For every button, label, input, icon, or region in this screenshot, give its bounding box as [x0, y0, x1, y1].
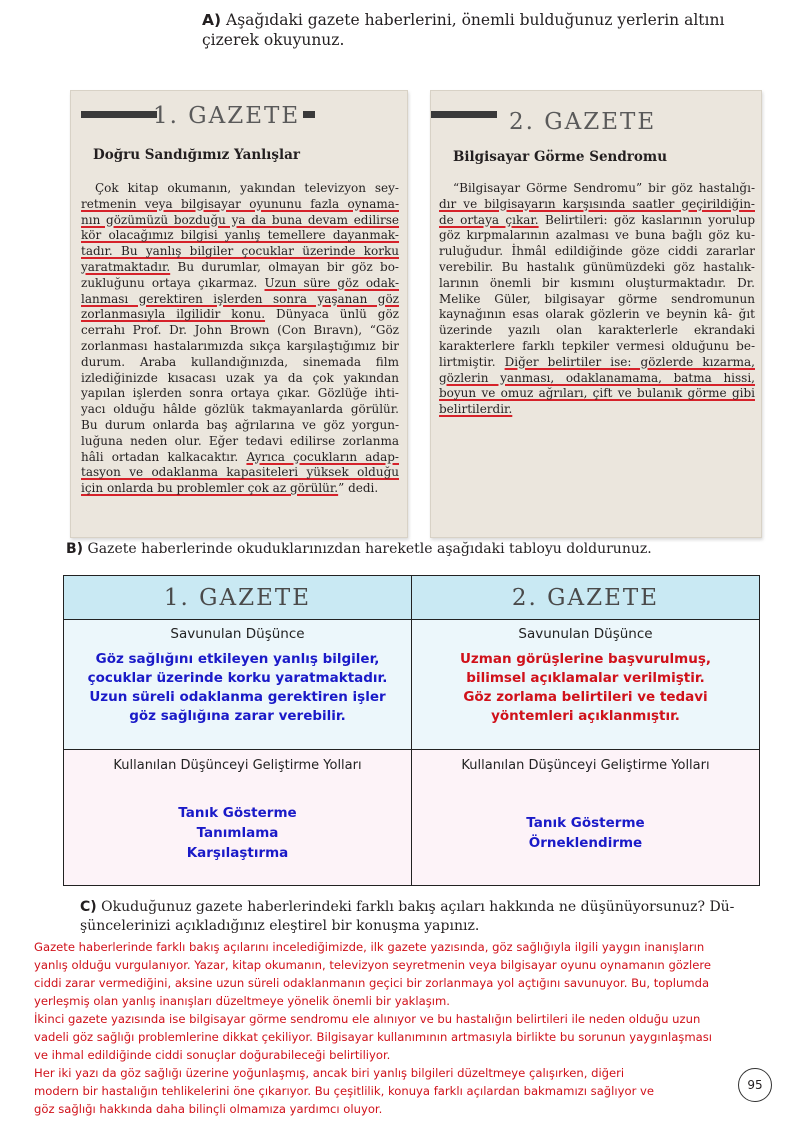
newspaper-2-body	[439, 181, 755, 418]
methods-cell-2[interactable]	[412, 750, 760, 886]
newspaper-2-title: 2. GAZETE	[509, 109, 657, 135]
page-number: 95	[738, 1068, 772, 1102]
answer-line: göz sağlığı hakkında daha bilinçli olmamıza yardımcı oluyor.	[34, 1102, 383, 1116]
thought-label: Savunulan Düşünce	[170, 626, 305, 642]
section-c-instruction: Okuduğunuz gazete haberlerindeki farklı bakış açıları hakkında ne düşünüyorsunuz? Dü- şüncelerinizi açıkladığınız eleştirel bir konuşma yapınız.	[80, 899, 735, 934]
section-c	[80, 898, 770, 936]
table-header-gazete-2: 2. GAZETE	[412, 576, 760, 620]
answer-line: Uzman görüşlerine başvurulmuş,	[459, 651, 712, 667]
section-a	[202, 10, 782, 50]
answer-line: bilimsel açıklamalar verilmiştir.	[466, 670, 705, 686]
underlined-text: Uzun süre göz odak- lanması gerektiren işlerden sonra yaşanan göz zorlanmasıyla ilgilidir konu.	[81, 275, 399, 322]
answer-line: Göz sağlığını etkileyen yanlış bilgiler,	[95, 651, 380, 667]
answer-line: İkinci gazete yazısında ise bilgisayar görme sendromu ele alınıyor ve bu hastalığın belirtileri ile neden olduğu uzun	[34, 1012, 701, 1026]
answer-line: yanlış olduğu vurgulanıyor. Yazar, kitap okumanın, televizyon seyretmenin veya bilgisayar oyunu oynamanın gözlere	[34, 958, 711, 972]
section-b	[66, 540, 652, 558]
thought-answer-2	[412, 650, 759, 726]
thought-label: Savunulan Düşünce	[518, 626, 653, 642]
underlined-text: retmenin veya bilgisayar oyununu fazla oynama- nın gözümüzü bozduğu ya da buna devam edilirse kör olacağımız bilgisi yanlış temellere dayanmak- tadır. Bu yanlış bilgiler çocuklar üzerinde korku yaratmaktadır.	[81, 196, 399, 274]
methods-label: Kullanılan Düşünceyi Geliştirme Yolları	[461, 758, 710, 773]
section-a-instruction: Aşağıdaki gazete haberlerini, önemli bulduğunuz yerlerin altını çizerek okuyunuz.	[202, 11, 725, 49]
answer-line: modern bir hastalığın tehlikelerini öne çıkarıyor. Bu çeşitlilik, konuya farklı açılardan bakmamızı sağlıyor ve	[34, 1084, 655, 1098]
answer-line: çocuklar üzerinde korku yaratmaktadır.	[87, 670, 388, 686]
answer-line: yöntemleri açıklanmıştır.	[491, 708, 680, 724]
section-b-letter: B)	[66, 541, 84, 557]
answer-line: Her iki yazı da göz sağlığı üzerine yoğunlaşmış, ancak biri yanlış bilgileri düzeltmeye çalışırken, diğeri	[34, 1066, 625, 1080]
body-text: Belirtileri: göz kaslarının yorulup göz kırpmalarının azalması ve buna bağlı göz ku- ruluğudur. İhmâl edildiğinde göze ciddi zararlar verebilir. Bu hastalık günümüzdeki göz hastalık- larının önemli bir kısmını oluşturmaktadır. Dr. Melike Güler, bilgisayar görme sendromunun kaynağının esas olarak gözlerin ve beynin kâ- ğıt üzerinde yazılı olan karakterlerle ekrandaki karakterlere farklı tepkiler vermesi olduğunu be- lirtmiştir.	[439, 212, 756, 369]
thought-cell-2[interactable]	[412, 620, 760, 750]
underlined-text: Diğer belirtiler ise: gözlerde kızarma, gözlerin yanması, odaklanamama, batma hissi, boyun ve omuz ağrıları, çift ve bulanık görme gibi belirtilerdir.	[439, 354, 755, 417]
newspaper-2	[430, 90, 762, 538]
method-item: Karşılaştırma	[186, 845, 289, 861]
methods-label: Kullanılan Düşünceyi Geliştirme Yolları	[113, 758, 362, 773]
newspaper-1	[70, 90, 408, 538]
newspaper-1-body	[81, 181, 399, 497]
newspaper-2-headline: Bilgisayar Görme Sendromu	[453, 149, 668, 165]
body-text: Çok kitap okumanın, yakından televizyon sey-	[95, 181, 399, 195]
newspaper-1-title: 1. GAZETE	[153, 103, 301, 129]
answer-line: Uzun süreli odaklanma gerektiren işler	[89, 689, 386, 705]
section-c-letter: C)	[80, 899, 97, 915]
body-text: “Bilgisayar Görme Sendromu” bir göz hastalığı-	[453, 181, 755, 195]
answer-line: Gazete haberlerinde farklı bakış açılarını incelediğimizde, ilk gazete yazısında, göz sağlığıyla ilgili yaygın inanışların	[34, 940, 705, 954]
body-text: ” dedi.	[338, 481, 379, 496]
answer-line: vadeli göz sağlığı problemlerine dikkat çekiliyor. Bilgisayar kullanımının artmasıyla birlikte bu sorunun yaygınlaşması	[34, 1030, 712, 1044]
thought-answer-1	[64, 650, 411, 726]
section-c-answer[interactable]	[34, 938, 800, 1118]
method-item: Tanık Gösterme	[178, 805, 297, 821]
answer-line: ve ihmal edildiğinde ciddi sonuçlar doğurabileceği belirtiliyor.	[34, 1048, 391, 1062]
table-header-gazete-1: 1. GAZETE	[64, 576, 412, 620]
method-item: Örneklendirme	[528, 835, 643, 851]
title-bar-decoration	[431, 111, 497, 118]
answer-line: ciddi zarar vermediğini, aksine uzun süreli odaklanmanın geçici bir zorlanmaya yol açtığını savunuyor. Bu, toplumda	[34, 976, 710, 990]
method-item: Tanımlama	[196, 825, 279, 841]
thought-cell-1[interactable]	[64, 620, 412, 750]
section-a-letter: A)	[202, 11, 222, 29]
comparison-table	[63, 575, 760, 886]
methods-list-2	[412, 813, 759, 853]
body-text: Dünyaca ünlü göz cerrahı Prof. Dr. John Brown (Con Bıravn), “Göz zorlanması hastalarımızda sıkça karşılaştığımız bir durum. Araba kullandığınızda, sinemada film izlediğinizde kısacası uzak ya da çok yakından yapılan işlerden sonra ortaya çıkar. Gözlüğe ihti- yacı olduğu hâlde gözlük takmayanlarda görülür. Bu durum onlarda baş ağrılarına ve göz yorgun- luğuna neden olur. Eğer tedavi edilirse zorlanma hâli ortadan kalkacaktır.	[81, 307, 399, 464]
underlined-text: dır ve bilgisayarın karşısında saatler geçirildiğin- de ortaya çıkar.	[439, 196, 755, 227]
answer-line: yerleşmiş olan yanlış inanışları düzeltmeye yönelik önemli bir yaklaşım.	[34, 994, 450, 1008]
newspaper-1-headline: Doğru Sandığımız Yanlışlar	[93, 147, 301, 163]
methods-cell-1[interactable]	[64, 750, 412, 886]
body-text: Bu durumlar, olmayan bir göz bo- zukluğunu ortaya çıkarmaz.	[81, 259, 399, 290]
methods-list-1	[64, 803, 411, 863]
section-b-instruction: Gazete haberlerinde okuduklarınızdan hareketle aşağıdaki tabloyu doldurunuz.	[87, 541, 652, 557]
underlined-text: Ayrıca çocukların adap- tasyon ve odaklanma kapasiteleri yüksek olduğu için onlarda bu problemler çok az görülür.	[81, 449, 399, 496]
title-bar-decoration	[303, 111, 315, 118]
title-bar-decoration	[81, 111, 157, 118]
answer-line: Göz zorlama belirtileri ve tedavi	[463, 689, 708, 705]
method-item: Tanık Gösterme	[526, 815, 645, 831]
answer-line: göz sağlığına zarar verebilir.	[129, 708, 346, 724]
